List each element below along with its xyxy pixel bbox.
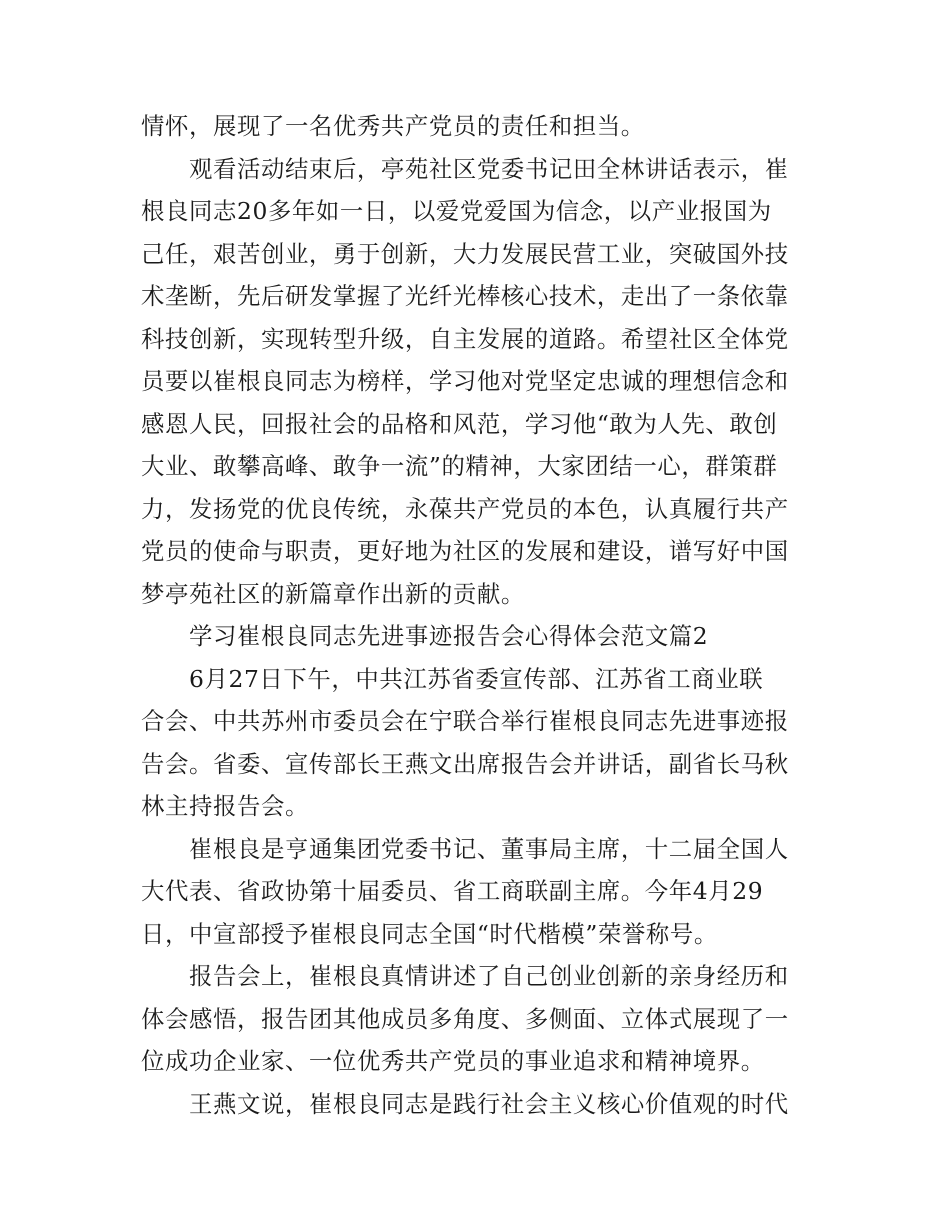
document-body xyxy=(141,105,816,1125)
text-line-21: 报告会上，崔根良真情讲述了自己创业创新的亲身经历和 xyxy=(189,962,789,990)
text-line-1: 情怀，展现了一名优秀共产党员的责任和担当。 xyxy=(141,112,645,140)
text-line-4: 己任，艰苦创业，勇于创新，大力发展民营工业，突破国外技 xyxy=(141,239,789,268)
text-line-12: 梦亭苑社区的新篇章作出新的贡献。 xyxy=(141,579,525,608)
text-line-11: 党员的使命与职责，更好地为社区的发展和建设，谱写好中国 xyxy=(141,537,789,565)
text-line-18: 崔根良是亨通集团党委书记、董事局主席，十二届全国人 xyxy=(189,834,789,863)
text-line-7: 员要以崔根良同志为榜样，学习他对党坚定忠诚的理想信念和 xyxy=(141,367,789,395)
text-line-17: 林主持报告会。 xyxy=(141,792,309,820)
text-line-22: 体会感悟，报告团其他成员多角度、多侧面、立体式展现了一 xyxy=(141,1004,789,1033)
text-line-24: 王燕文说，崔根良同志是践行社会主义核心价值观的时代 xyxy=(189,1089,789,1118)
text-line-15: 合会、中共苏州市委员会在宁联合举行崔根良同志先进事迹报 xyxy=(141,707,789,735)
section-heading: 学习崔根良同志先进事迹报告会心得体会范文篇2 xyxy=(189,622,709,650)
text-line-16: 告会。省委、宣传部长王燕文出席报告会并讲话，副省长马秋 xyxy=(141,749,789,778)
text-line-2: 观看活动结束后，亭苑社区党委书记田全林讲话表示，崔 xyxy=(189,154,789,183)
text-line-8: 感恩人民，回报社会的品格和风范，学习他“敢为人先、敢创 xyxy=(141,409,778,438)
text-line-3: 根良同志20多年如一日，以爱党爱国为信念，以产业报国为 xyxy=(141,197,772,225)
text-line-6: 科技创新，实现转型升级，自主发展的道路。希望社区全体党 xyxy=(141,324,789,353)
text-line-19: 大代表、省政协第十届委员、省工商联副主席。今年4月29 xyxy=(141,877,764,905)
text-line-5: 术垄断，先后研发掌握了光纤光棒核心技术，走出了一条依靠 xyxy=(141,282,789,310)
text-line-10: 力，发扬党的优良传统，永葆共产党员的本色，认真履行共产 xyxy=(141,494,789,523)
text-line-14: 6月27日下午，中共江苏省委宣传部、江苏省工商业联 xyxy=(189,664,764,693)
text-line-9: 大业、敢攀高峰、敢争一流”的精神，大家团结一心，群策群 xyxy=(141,452,778,480)
text-line-20: 日，中宣部授予崔根良同志全国“时代楷模”荣誉称号。 xyxy=(141,919,718,948)
text-line-23: 位成功企业家、一位优秀共产党员的事业追求和精神境界。 xyxy=(141,1047,765,1075)
